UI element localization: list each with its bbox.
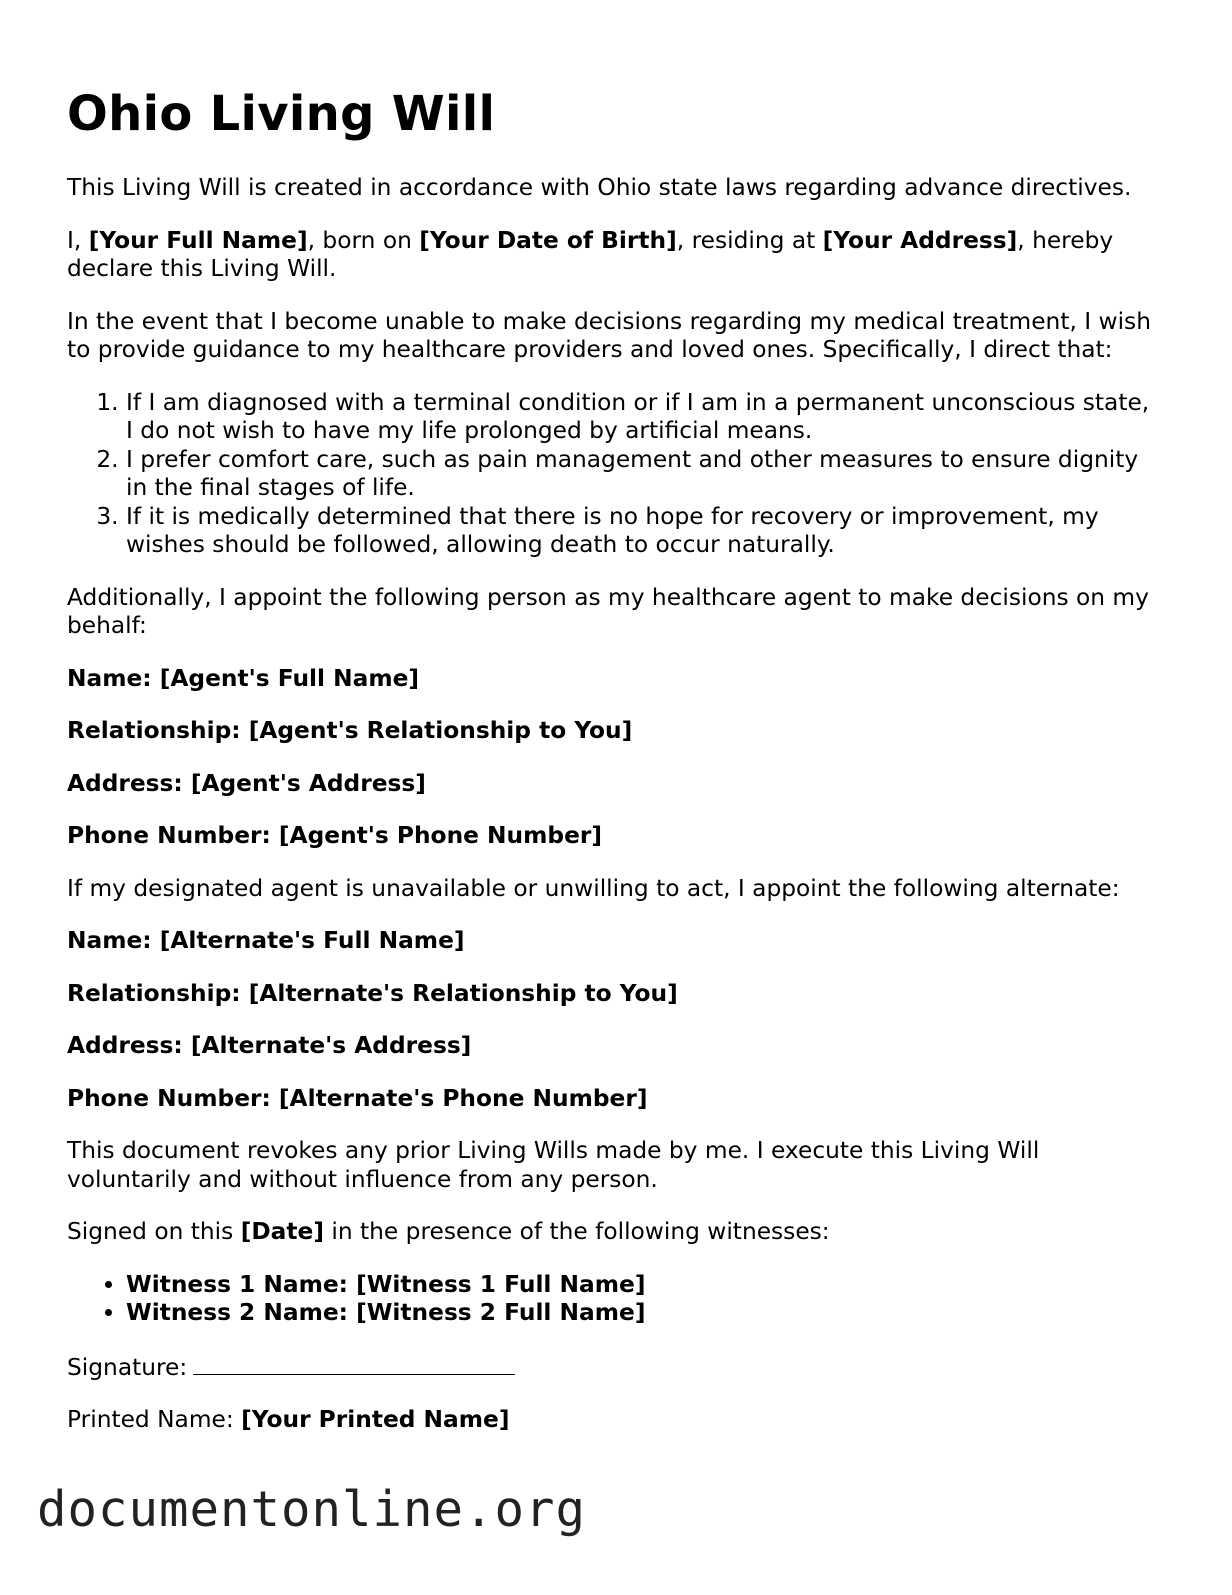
agent-relationship-text: Relationship: [Agent's Relationship to You] (67, 717, 633, 744)
signed-paragraph (67, 1218, 1157, 1247)
declaration-text: I, (67, 226, 89, 254)
printed-name-label: Printed Name: (67, 1406, 242, 1433)
agent-address-text: Address: [Agent's Address] (67, 769, 426, 797)
witness-list (67, 1271, 1157, 1328)
directives-list (67, 389, 1157, 560)
agent-intro-paragraph: Additionally, I appoint the following person as my healthcare agent to make decisions on my behalf: (67, 583, 1149, 639)
witness-2-field: Witness 2 Name: [Witness 2 Full Name] (126, 1299, 646, 1326)
declaration-paragraph (67, 227, 1157, 284)
printed-name-field: [Your Printed Name] (241, 1406, 510, 1433)
agent-name-text: Name: [Agent's Full Name] (67, 664, 420, 692)
declaration-text: , born on (307, 226, 420, 254)
alternate-phone-text: Phone Number: [Alternate's Phone Number] (67, 1084, 648, 1112)
alternate-intro-paragraph: If my designated agent is unavailable or unwilling to act, I appoint the following alternate: (67, 874, 1120, 902)
directive-item: 1. If I am diagnosed with a terminal condition or if I am in a permanent unconscious state, I do not wish to have my life prolonged by artificial means. (126, 389, 1157, 446)
signed-text: in the presence of the following witnesses: (323, 1218, 830, 1245)
alternate-name-field (67, 927, 1157, 956)
alternate-phone-field (67, 1085, 1157, 1114)
address-field: [Your Address] (822, 226, 1018, 254)
alternate-address-field (67, 1032, 1157, 1061)
alternate-relationship-text: Relationship: [Alternate's Relationship to You] (67, 979, 678, 1007)
document-body (67, 174, 1157, 1459)
full-name-field: [Your Full Name] (88, 226, 308, 254)
agent-relationship-field (67, 717, 1157, 746)
witness-1-field: Witness 1 Name: [Witness 1 Full Name] (126, 1270, 646, 1298)
signature-row (67, 1352, 1157, 1383)
directive-item: 2. I prefer comfort care, such as pain management and other measures to ensure dignity in the final stages of life. (126, 446, 1157, 503)
signed-text: Signed on this (67, 1218, 241, 1245)
signature-label: Signature: (67, 1353, 188, 1381)
alternate-address-text: Address: [Alternate's Address] (67, 1032, 472, 1059)
agent-phone-text: Phone Number: [Agent's Phone Number] (67, 822, 603, 849)
signature-line[interactable] (193, 1352, 515, 1375)
agent-name-field (67, 665, 1157, 694)
alternate-relationship-field (67, 980, 1157, 1009)
alternate-name-text: Name: [Alternate's Full Name] (67, 927, 465, 954)
directive-item: 3. If it is medically determined that there is no hope for recovery or improvement, my wishes should be followed, allowing death to occur naturally. (126, 503, 1157, 560)
declaration-text: , residing at (676, 226, 823, 254)
watermark: documentonline.org (37, 1481, 587, 1538)
date-of-birth-field: [Your Date of Birth] (419, 226, 677, 254)
guidance-paragraph: In the event that I become unable to make decisions regarding my medical treatment, I wish to provide guidance to my healthcare providers and loved ones. Specifically, I direct that: (67, 307, 1151, 363)
agent-phone-field (67, 822, 1157, 851)
page-title: Ohio Living Will (67, 86, 496, 142)
revocation-paragraph: This document revokes any prior Living Wills made by me. I execute this Living Will voluntarily and without influence from any person. (67, 1137, 1040, 1193)
declaration-text: , hereby declare this Living Will. (67, 226, 1114, 282)
printed-name-row (67, 1406, 1157, 1435)
date-field: [Date] (240, 1218, 324, 1245)
agent-address-field (67, 770, 1157, 799)
witness-item (126, 1271, 1157, 1300)
witness-item (126, 1299, 1157, 1328)
intro-paragraph: This Living Will is created in accordance with Ohio state laws regarding advance directives. (67, 174, 1132, 201)
